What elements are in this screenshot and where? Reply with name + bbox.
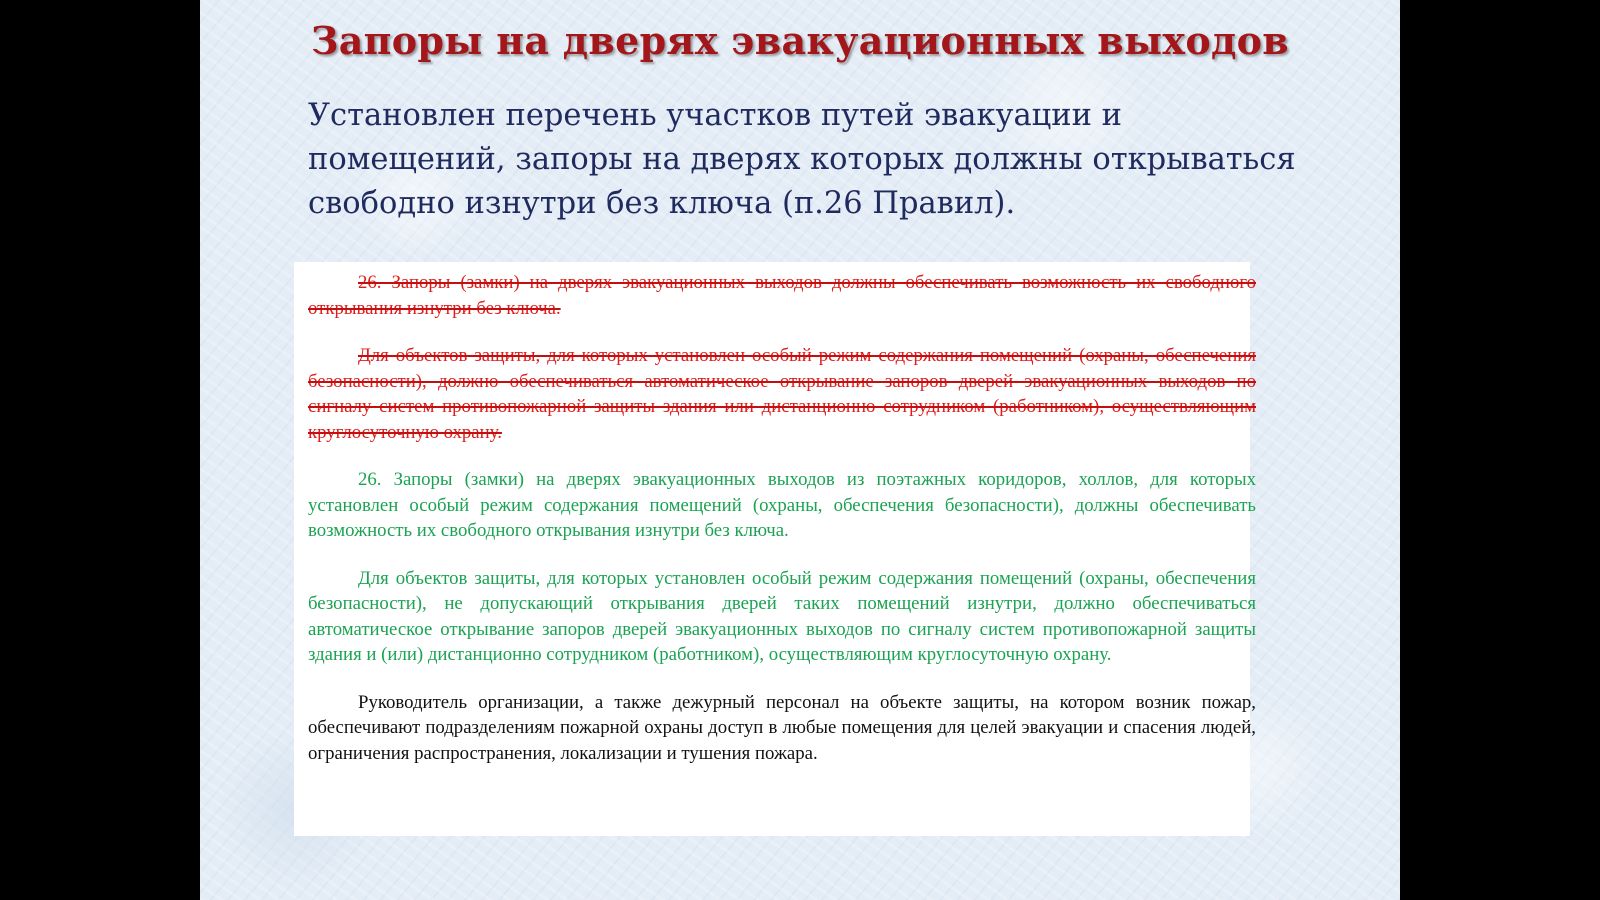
slide — [200, 0, 1400, 900]
intro-text: Установлен перечень участков путей эвакуации и помещений, запоры на дверях которых должны открываться свободно изнутри без ключа (п.26 Правил). — [308, 98, 1296, 221]
unchanged-paragraph: Руководитель организации, а также дежурный персонал на объекте защиты, на котором возник пожар, обеспечивают подразделениям пожарной охраны доступ в любые помещения для целей эвакуации и спасения людей, ограничения распространения, локализации и тушения пожара. — [308, 691, 1256, 764]
regulation-text — [308, 270, 1256, 788]
old-paragraph-2: Для объектов защиты, для которых установлен особый режим содержания помещений (охраны, обеспечения безопасности), должно обеспечиваться автоматическое открывание запоров дверей эвакуационных выходов по сигналу систем противопожарной защиты здания или дистанционно сотрудником (работником), осуществляющим круглосуточную охрану. — [308, 345, 1256, 443]
regulation-excerpt — [294, 262, 1256, 836]
new-paragraph-1: 26. Запоры (замки) на дверях эвакуационных выходов из поэтажных коридоров, холлов, для которых установлен особый режим содержания помещений (охраны, обеспечения безопасности), должны обеспечивать возможность их свободного открывания изнутри без ключа. — [308, 469, 1256, 541]
slide-title: Запоры на дверях эвакуационных выходов — [311, 18, 1289, 63]
new-paragraph-2: Для объектов защиты, для которых установлен особый режим содержания помещений (охраны, обеспечения безопасности), не допускающий открывания дверей таких помещений изнутри, должно обеспечиваться автоматическое открывание запоров дверей эвакуационных выходов по сигналу систем противопожарной защиты здания и (или) дистанционно сотрудником (работником), осуществляющим круглосуточную охрану. — [308, 567, 1256, 665]
old-paragraph-1: 26. Запоры (замки) на дверях эвакуационных выходов должны обеспечивать возможность их свободного открывания изнутри без ключа. — [308, 272, 1256, 319]
